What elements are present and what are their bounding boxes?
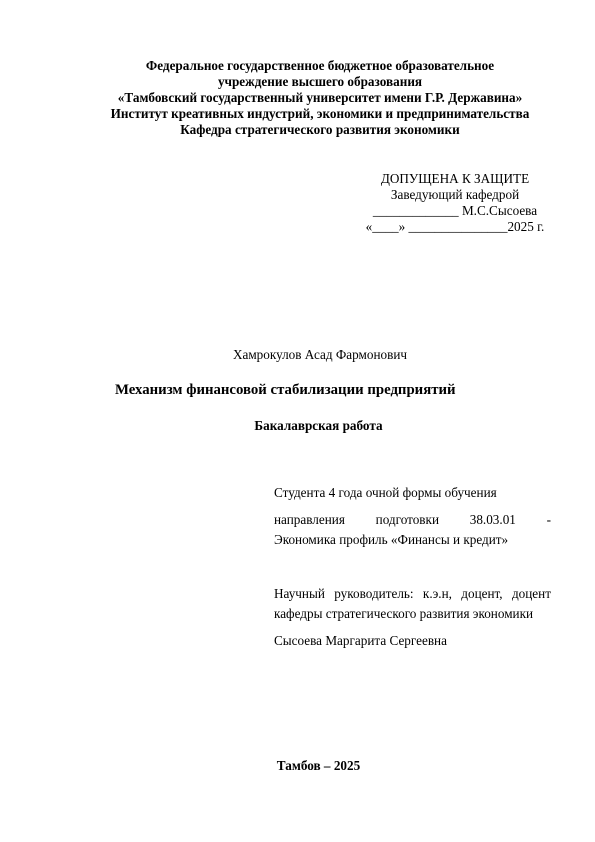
header-line-2: учреждение высшего образования — [217, 74, 423, 89]
student-info: Студента 4 года очной формы обучения — [274, 485, 497, 500]
direction-word: направления — [274, 512, 345, 527]
direction-word: подготовки — [375, 512, 439, 527]
work-type: Бакалаврская работа — [254, 418, 383, 433]
direction-info — [274, 510, 551, 550]
supervisor-line-2: кафедры стратегического развития экономики — [274, 606, 534, 621]
direction-word: - — [546, 512, 551, 527]
supervisor-info — [274, 584, 551, 624]
header-line-5: Кафедра стратегического развития экономики — [180, 122, 460, 137]
approval-date-line: «____» _______________2025 г. — [365, 219, 545, 234]
supervisor-word: Научный — [274, 586, 325, 601]
direction-line-2: Экономика профиль «Финансы и кредит» — [274, 532, 509, 547]
header-line-4: Институт креативных индустрий, экономики и предпринимательства — [110, 106, 530, 121]
approval-position: Заведующий кафедрой — [390, 187, 520, 202]
approval-signature-line: _____________ М.С.Сысоева — [372, 203, 538, 218]
approval-block — [330, 171, 580, 235]
header-line-3: «Тамбовский государственный университет имени Г.Р. Державина» — [117, 90, 523, 105]
author-name: Хамрокулов Асад Фармонович — [232, 347, 408, 362]
supervisor-name: Сысоева Маргарита Сергеевна — [274, 633, 447, 648]
supervisor-word: доцент, — [461, 586, 503, 601]
city-year: Тамбов – 2025 — [276, 758, 361, 773]
thesis-title: Механизм финансовой стабилизации предприятий — [115, 382, 456, 398]
direction-word: 38.03.01 — [469, 512, 516, 527]
supervisor-word: доцент — [511, 586, 551, 601]
supervisor-word: к.э.н, — [422, 586, 452, 601]
institution-header — [60, 58, 580, 138]
supervisor-line-1 — [274, 584, 551, 604]
header-line-1: Федеральное государственное бюджетное образовательное — [145, 58, 495, 73]
supervisor-word: руководитель: — [334, 586, 414, 601]
approval-status: ДОПУЩЕНА К ЗАЩИТЕ — [380, 171, 530, 186]
direction-line-1 — [274, 510, 551, 530]
